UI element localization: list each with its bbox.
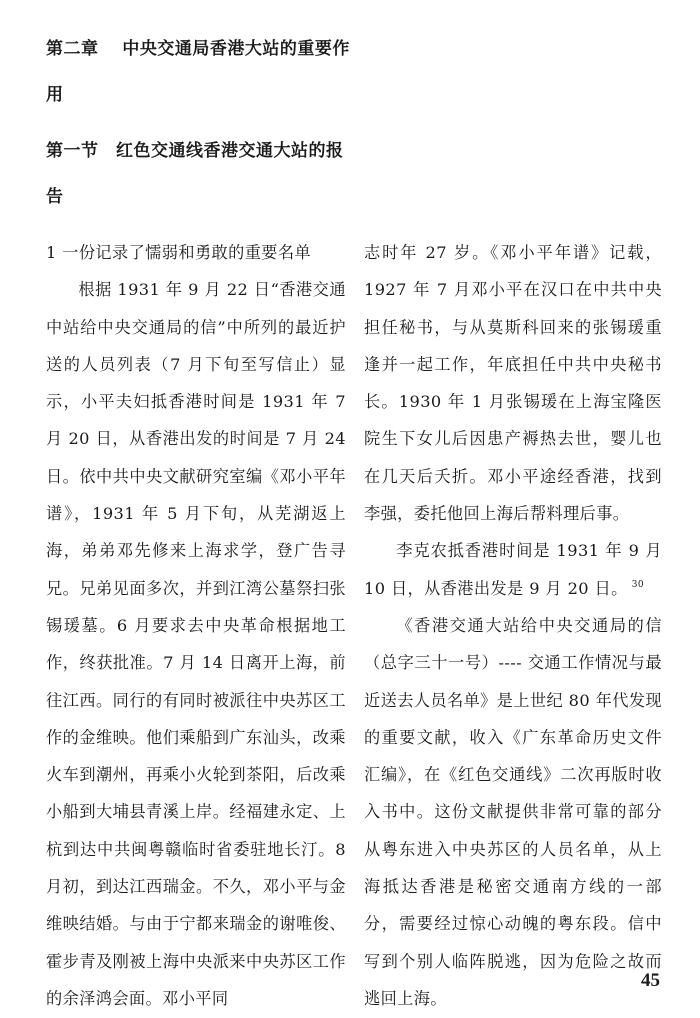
section-title: 第一节 红色交通线香港交通大站的报告 bbox=[46, 141, 344, 207]
body-paragraph bbox=[364, 532, 662, 607]
left-column bbox=[46, 234, 346, 1017]
paragraph-text: 李克农抵香港时间是 1931 年 9 月 10 日，从香港出发是 9 月 20 日。 bbox=[364, 541, 662, 598]
footnote-reference[interactable]: 30 bbox=[631, 580, 644, 591]
page-number: 45 bbox=[641, 970, 660, 991]
body-paragraph: 《香港交通大站给中央交通局的信（总字三十一号）---- 交通工作情况与最近送去人员名单》是上世纪 80 年代发现的重要文献，收入《广东革命历史文件汇编》，在《红色交通线》二次再版时收入书中。这份文献提供非常可靠的部分从粤东进入中央苏区的人员名单，从上海抵达香港是秘密交通南方线的一部分，需要经过惊心动魄的粤东段。信中写到个别人临阵脱逃，因为危险之故而逃回上海。 bbox=[364, 615, 662, 1008]
body-paragraph: 根据 1931 年 9 月 22 日“香港交通中站给中央交通局的信”中所列的最近护送的人员列表（7 月下旬至写信止）显示，小平夫妇抵香港时间是 1931 年 7 月 20 日，从香港出发的时间是 7 月 24 日。依中共中央文献研究室编《邓小平年谱》，1931 年 5 月下旬，从芜湖返上海，弟弟邓先修来上海求学，登广告寻兄。兄弟见面多次，并到江湾公墓祭扫张锡瑗墓。6 月要求去中央革命根据地工作，终获批准。7 月 14 日离开上海，前往江西。同行的有同时被派往中央苏区工作的金维映。他们乘船到广东汕头，改乘火车到潮州，再乘小火轮到茶阳，后改乘小船到大埔县青溪上岸。经福建永定、上杭到达中共闽粤赣临时省委驻地长汀。8 月初，到达江西瑞金。不久，邓小平与金维映结婚。与由于宁都来瑞金的谢唯俊、霍步青及刚被上海中央派来中央苏区工作的余泽鸿会面。邓小平同 bbox=[46, 280, 346, 1008]
subsection-heading: 1 一份记录了懦弱和勇敢的重要名单 bbox=[46, 243, 312, 262]
chapter-title: 第二章 中央交通局香港大站的重要作用 bbox=[46, 39, 350, 105]
body-paragraph-continued: 志时年 27 岁。《邓小平年谱》记载，1927 年 7 月邓小平在汉口在中共中央担任秘书，与从莫斯科回来的张锡瑗重逢并一起工作，年底担任中共中央秘书长。1930 年 1 月张锡瑗在上海宝隆医院生下女儿后因患产褥热去世，婴儿也在几天后夭折。邓小平途经香港，找到李强，委托他回上海后帮料理后事。 bbox=[364, 243, 662, 524]
right-column bbox=[364, 234, 662, 1017]
